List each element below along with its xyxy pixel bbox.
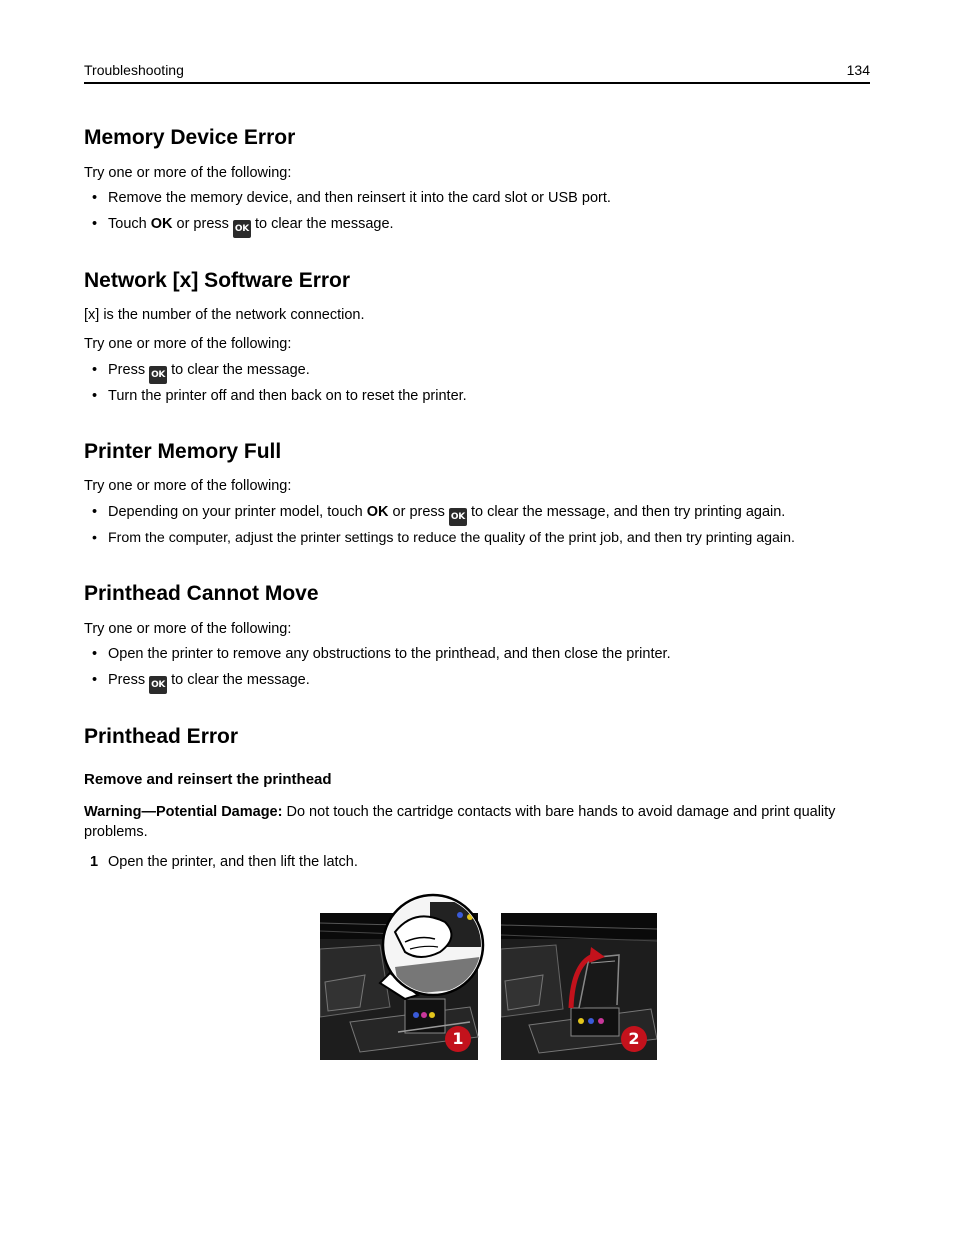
list-item-text: Depending on your printer model, touch OK or press OK to clear the message, and then try printing again. bbox=[108, 502, 785, 526]
list-item-text: Press OK to clear the message. bbox=[108, 670, 310, 694]
subheading-remove-reinsert: Remove and reinsert the printhead bbox=[84, 771, 332, 788]
bullet-icon: • bbox=[92, 362, 98, 378]
callout-number-1: 1 bbox=[445, 1026, 471, 1052]
heading-memory-device-error: Memory Device Error bbox=[84, 126, 296, 149]
heading-printer-memory-full: Printer Memory Full bbox=[84, 440, 282, 463]
list-item-text: Remove the memory device, and then reinsert it into the card slot or USB port. bbox=[108, 190, 611, 206]
step-text: Open the printer, and then lift the latch. bbox=[108, 854, 358, 870]
list-item-text: Touch OK or press OK to clear the message. bbox=[108, 214, 394, 238]
callout-number-2: 2 bbox=[621, 1026, 647, 1052]
heading-printhead-cannot-move: Printhead Cannot Move bbox=[84, 582, 319, 605]
heading-printhead-error: Printhead Error bbox=[84, 725, 239, 748]
list-item-text: From the computer, adjust the printer settings to reduce the quality of the print job, and then try printing again. bbox=[108, 530, 795, 546]
ok-button-icon: OK bbox=[149, 676, 167, 694]
heading-network-software-error: Network [x] Software Error bbox=[84, 269, 351, 292]
bullet-icon: • bbox=[92, 388, 98, 404]
list-item-text: Press OK to clear the message. bbox=[108, 360, 310, 384]
list-item-text: Open the printer to remove any obstructions to the printhead, and then close the printer. bbox=[108, 646, 671, 662]
warning-paragraph bbox=[84, 802, 844, 842]
ok-button-icon: OK bbox=[149, 366, 167, 384]
bullet-icon: • bbox=[92, 216, 98, 232]
warning-label: Warning—Potential Damage: bbox=[84, 804, 283, 820]
printer-illustration-open bbox=[320, 887, 498, 1060]
figure-open-printer bbox=[320, 887, 498, 1060]
step-number: 1 bbox=[90, 854, 99, 870]
ok-button-icon: OK bbox=[449, 508, 467, 526]
memory-device-intro: Try one or more of the following: bbox=[84, 165, 292, 181]
bullet-icon: • bbox=[92, 672, 98, 688]
network-note: [x] is the number of the network connection. bbox=[84, 307, 365, 323]
figure-lift-latch bbox=[501, 913, 657, 1060]
bullet-icon: • bbox=[92, 530, 97, 546]
bullet-icon: • bbox=[92, 504, 98, 520]
bullet-icon: • bbox=[92, 646, 98, 662]
bullet-icon: • bbox=[92, 190, 98, 206]
network-intro: Try one or more of the following: bbox=[84, 336, 292, 352]
memory-full-intro: Try one or more of the following: bbox=[84, 478, 292, 494]
page-number: 134 bbox=[846, 62, 870, 78]
page-header bbox=[84, 60, 870, 84]
ok-button-icon: OK bbox=[233, 220, 251, 238]
header-section-title: Troubleshooting bbox=[84, 62, 184, 78]
warning-text: Do not touch the cartridge contacts with bare hands to avoid damage and print quality problems. bbox=[84, 804, 836, 840]
list-item-text: Turn the printer off and then back on to reset the printer. bbox=[108, 388, 467, 404]
cannot-move-intro: Try one or more of the following: bbox=[84, 621, 292, 637]
